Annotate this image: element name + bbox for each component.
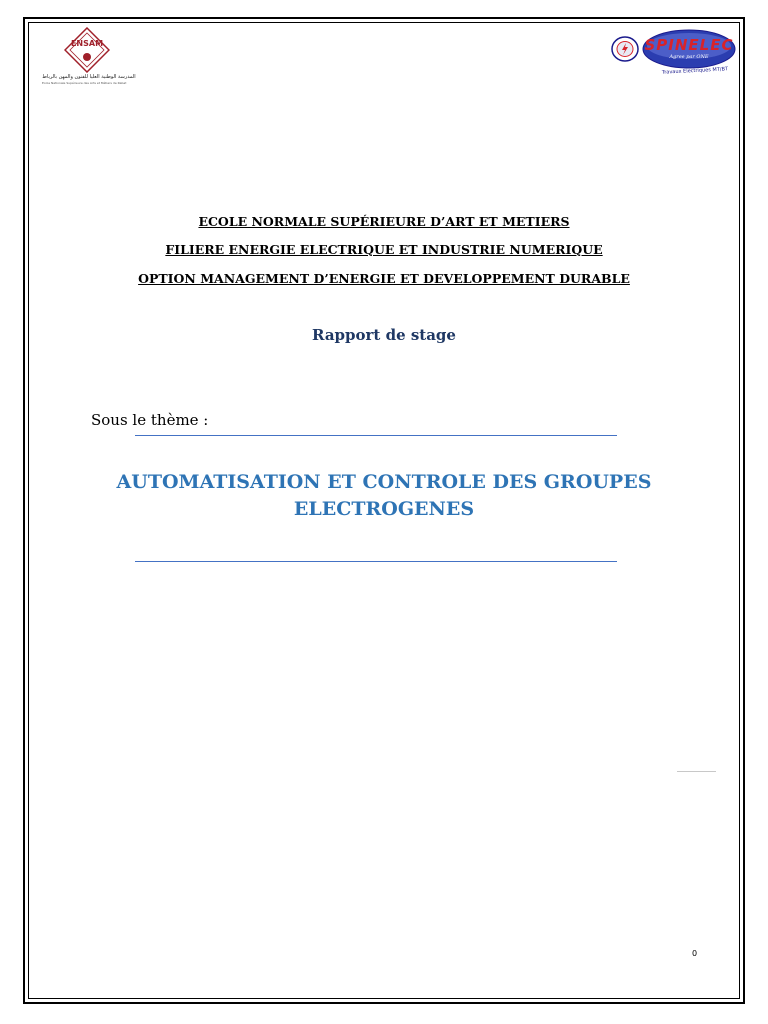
ensam-arabic-text: المدرسة الوطنية العليا للفنون والمهن بالرباط xyxy=(42,74,136,80)
spinelec-brand: SPINELEC xyxy=(644,36,734,54)
spinelec-tagline: Travaux Electriques MT/BT xyxy=(661,66,729,76)
report-title: AUTOMATISATION ET CONTROLE DES GROUPES ELECTROGENES xyxy=(116,471,652,520)
program-name: FILIERE ENERGIE ELECTRIQUE ET INDUSTRIE NUMERIQUE xyxy=(165,242,603,257)
spinelec-slogan: Agree par ONE xyxy=(669,54,709,60)
ensam-logo xyxy=(42,27,136,95)
title-rule-bottom xyxy=(135,561,617,562)
title-rule-top xyxy=(135,435,617,436)
ensam-logo-text: ENSAM xyxy=(70,39,104,48)
option-name: OPTION MANAGEMENT D’ENERGIE ET DEVELOPPEMENT DURABLE xyxy=(138,271,630,286)
theme-label: Sous le thème : xyxy=(91,411,209,429)
footer-rule xyxy=(677,771,716,772)
page-number: 0 xyxy=(692,949,698,958)
spinelec-emblem-icon xyxy=(611,36,639,62)
school-name: ECOLE NORMALE SUPÉRIEURE D’ART ET METIERS xyxy=(198,214,570,229)
ensam-fine-print: Ecole Nationale Supérieure des Arts et Métiers de Rabat xyxy=(42,81,127,85)
report-label: Rapport de stage xyxy=(312,326,456,344)
ensam-badge-icon xyxy=(64,27,110,73)
spinelec-logo xyxy=(608,27,738,77)
